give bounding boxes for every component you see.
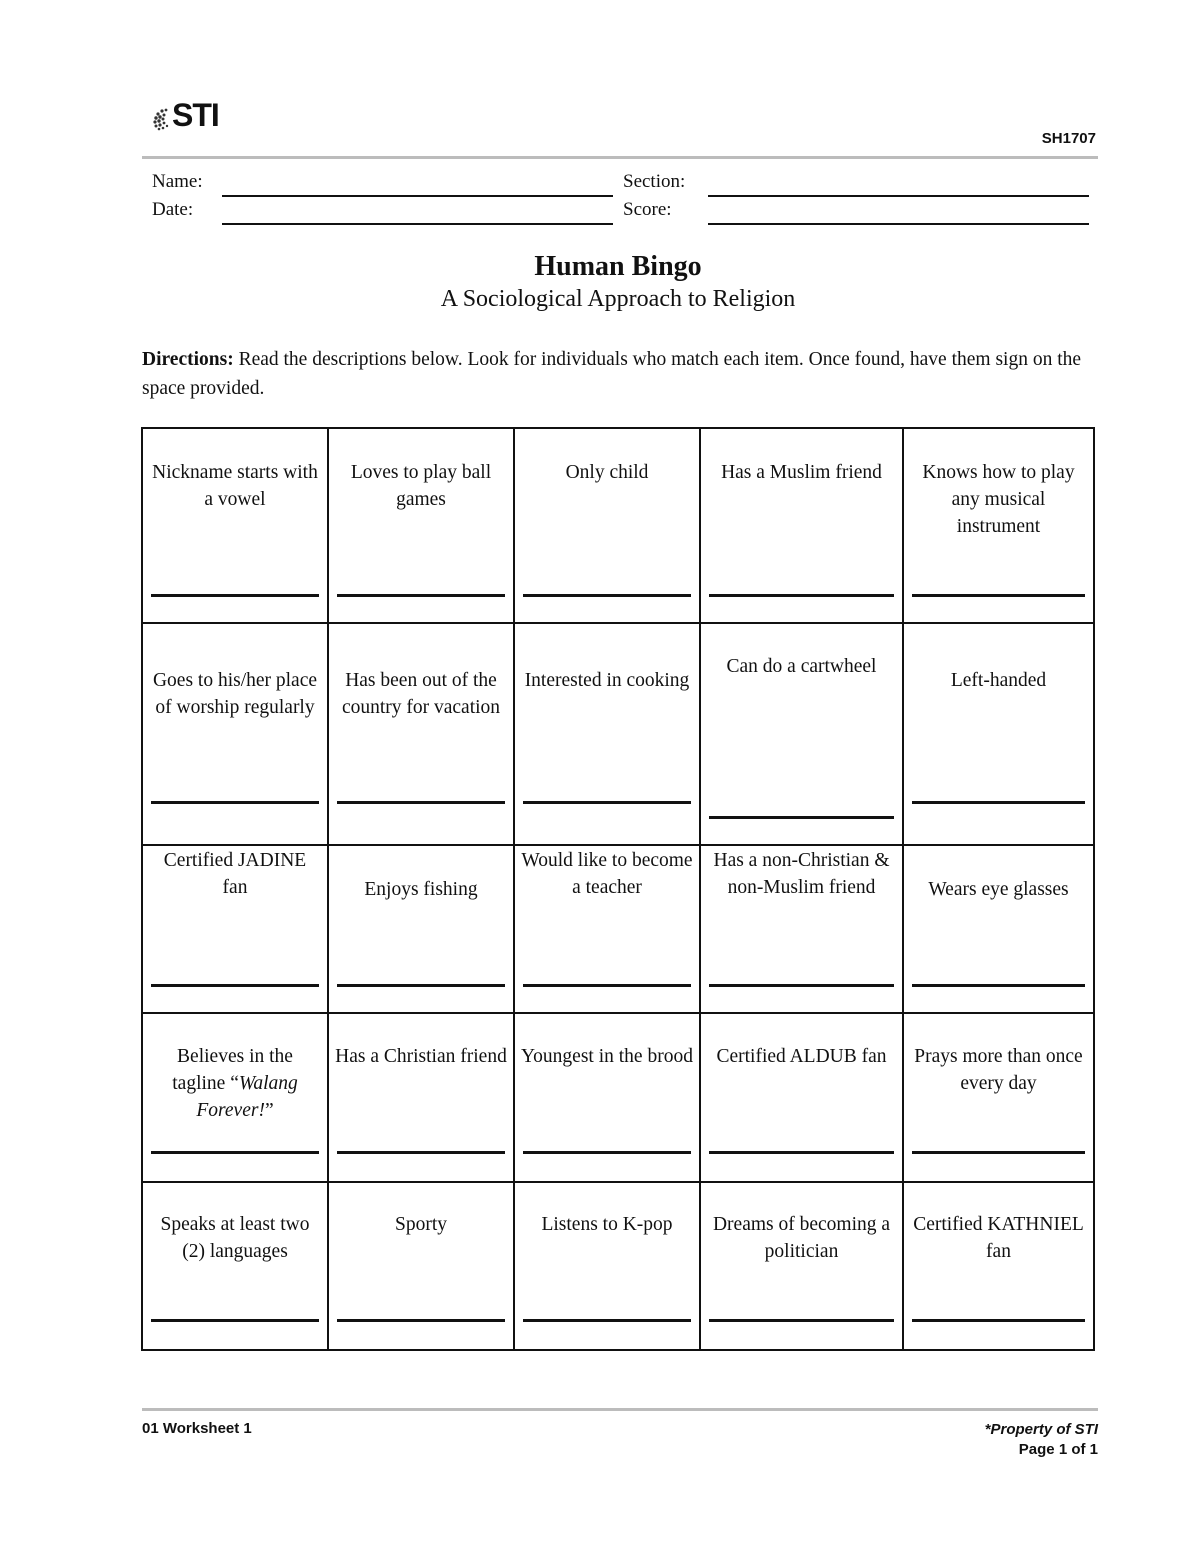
signature-line[interactable] <box>912 594 1085 597</box>
bingo-cell-description: Has a Christian friend <box>335 1046 507 1067</box>
bingo-cell[interactable] <box>701 624 904 846</box>
signature-line[interactable] <box>709 1151 894 1154</box>
signature-line[interactable] <box>709 816 894 819</box>
header-divider <box>142 156 1098 159</box>
bingo-cell[interactable] <box>143 429 329 624</box>
bingo-cell[interactable] <box>701 846 904 1014</box>
bingo-cell[interactable] <box>515 1014 701 1183</box>
bingo-cell[interactable] <box>515 846 701 1014</box>
bingo-cell-description: Goes to his/her place of worship regularly <box>152 670 318 718</box>
bingo-cell-description: Wears eye glasses <box>928 879 1069 900</box>
bingo-cell-description: Loves to play ball games <box>350 462 492 510</box>
bingo-cell-description: Speaks at least two (2) languages <box>160 1214 310 1262</box>
signature-line[interactable] <box>523 594 691 597</box>
bingo-cell[interactable] <box>515 624 701 846</box>
bingo-cell-description: Certified KATHNIEL fan <box>913 1214 1084 1262</box>
logo-text: STI <box>172 97 219 133</box>
section-label: Section: <box>623 171 686 192</box>
signature-line[interactable] <box>523 984 691 987</box>
directions-label: Directions: <box>142 349 234 370</box>
signature-line[interactable] <box>337 1151 505 1154</box>
bingo-cell[interactable] <box>143 624 329 846</box>
bingo-cell[interactable] <box>701 429 904 624</box>
signature-line[interactable] <box>337 594 505 597</box>
directions <box>142 345 1102 403</box>
signature-line[interactable] <box>912 1151 1085 1154</box>
signature-line[interactable] <box>709 594 894 597</box>
bingo-cell[interactable] <box>701 1183 904 1349</box>
signature-line[interactable] <box>523 1319 691 1322</box>
bingo-cell-description: Prays more than once every day <box>914 1046 1083 1094</box>
bingo-cell-description: Has a non-Christian & non-Muslim friend <box>713 850 890 898</box>
bingo-cell[interactable] <box>329 1183 515 1349</box>
bingo-cell-description: Can do a cartwheel <box>726 656 877 677</box>
signature-line[interactable] <box>709 984 894 987</box>
directions-text: Read the descriptions below. Look for individuals who match each item. Once found, have them sign on the space provided. <box>142 349 1082 399</box>
bingo-cell-description: Listens to K-pop <box>541 1214 673 1235</box>
name-field[interactable] <box>222 195 613 197</box>
bingo-cell-description: Certified ALDUB fan <box>716 1046 887 1067</box>
signature-line[interactable] <box>151 984 319 987</box>
bingo-cell-description: Certified JADINE fan <box>163 850 307 898</box>
bingo-cell[interactable] <box>515 1183 701 1349</box>
bingo-cell[interactable] <box>329 846 515 1014</box>
signature-line[interactable] <box>151 801 319 804</box>
bingo-cell-description: Dreams of becoming a politician <box>712 1214 891 1262</box>
footer-info <box>985 1420 1098 1460</box>
bingo-cell-description: Has a Muslim friend <box>721 462 882 483</box>
bingo-cell-description: Enjoys fishing <box>364 879 478 900</box>
bingo-cell-description: Youngest in the brood <box>521 1046 693 1067</box>
bingo-cell[interactable] <box>515 429 701 624</box>
bingo-cell[interactable] <box>329 429 515 624</box>
bingo-cell[interactable] <box>904 1183 1093 1349</box>
property-note: *Property of STI <box>984 1421 1098 1438</box>
bingo-cell[interactable] <box>904 846 1093 1014</box>
section-field[interactable] <box>708 195 1089 197</box>
signature-line[interactable] <box>151 1319 319 1322</box>
page-number: Page 1 of 1 <box>1018 1441 1098 1458</box>
name-label: Name: <box>152 171 203 192</box>
signature-line[interactable] <box>912 984 1085 987</box>
bingo-cell-description: Left-handed <box>950 670 1047 691</box>
bingo-cell[interactable] <box>143 846 329 1014</box>
bingo-cell[interactable] <box>904 624 1093 846</box>
bingo-cell[interactable] <box>143 1014 329 1183</box>
signature-line[interactable] <box>912 801 1085 804</box>
bingo-cell-description: Knows how to play any musical instrument <box>922 462 1075 537</box>
signature-line[interactable] <box>523 1151 691 1154</box>
bingo-cell-description: Has been out of the country for vacation <box>341 670 501 718</box>
bingo-cell-description: Nickname starts with a vowel <box>152 462 318 510</box>
signature-line[interactable] <box>337 1319 505 1322</box>
bingo-cell-description: Sporty <box>394 1214 447 1235</box>
signature-line[interactable] <box>912 1319 1085 1322</box>
bingo-cell[interactable] <box>329 1014 515 1183</box>
sti-logo <box>150 97 230 137</box>
signature-line[interactable] <box>151 1151 319 1154</box>
page-subtitle: A Sociological Approach to Religion <box>440 286 796 312</box>
signature-line[interactable] <box>337 984 505 987</box>
date-label: Date: <box>152 199 194 220</box>
worksheet-label: 01 Worksheet 1 <box>142 1420 252 1437</box>
bingo-cell-description: Only child <box>565 462 649 483</box>
signature-line[interactable] <box>709 1319 894 1322</box>
bingo-cell[interactable] <box>904 1014 1093 1183</box>
page-title: Human Bingo <box>534 251 702 282</box>
footer-divider <box>142 1408 1098 1411</box>
score-label: Score: <box>623 199 672 220</box>
date-field[interactable] <box>222 223 613 225</box>
bingo-grid <box>141 427 1095 1351</box>
bingo-cell-description: Believes in the tagline “Walang Forever!” <box>172 1046 298 1121</box>
signature-line[interactable] <box>523 801 691 804</box>
bingo-cell[interactable] <box>143 1183 329 1349</box>
score-field[interactable] <box>708 223 1089 225</box>
bingo-cell[interactable] <box>904 429 1093 624</box>
bingo-cell-description: Interested in cooking <box>524 670 690 691</box>
bingo-cell-description: Would like to become a teacher <box>521 850 693 898</box>
bingo-cell[interactable] <box>701 1014 904 1183</box>
signature-line[interactable] <box>337 801 505 804</box>
bingo-cell[interactable] <box>329 624 515 846</box>
signature-line[interactable] <box>151 594 319 597</box>
document-code: SH1707 <box>1041 130 1096 147</box>
